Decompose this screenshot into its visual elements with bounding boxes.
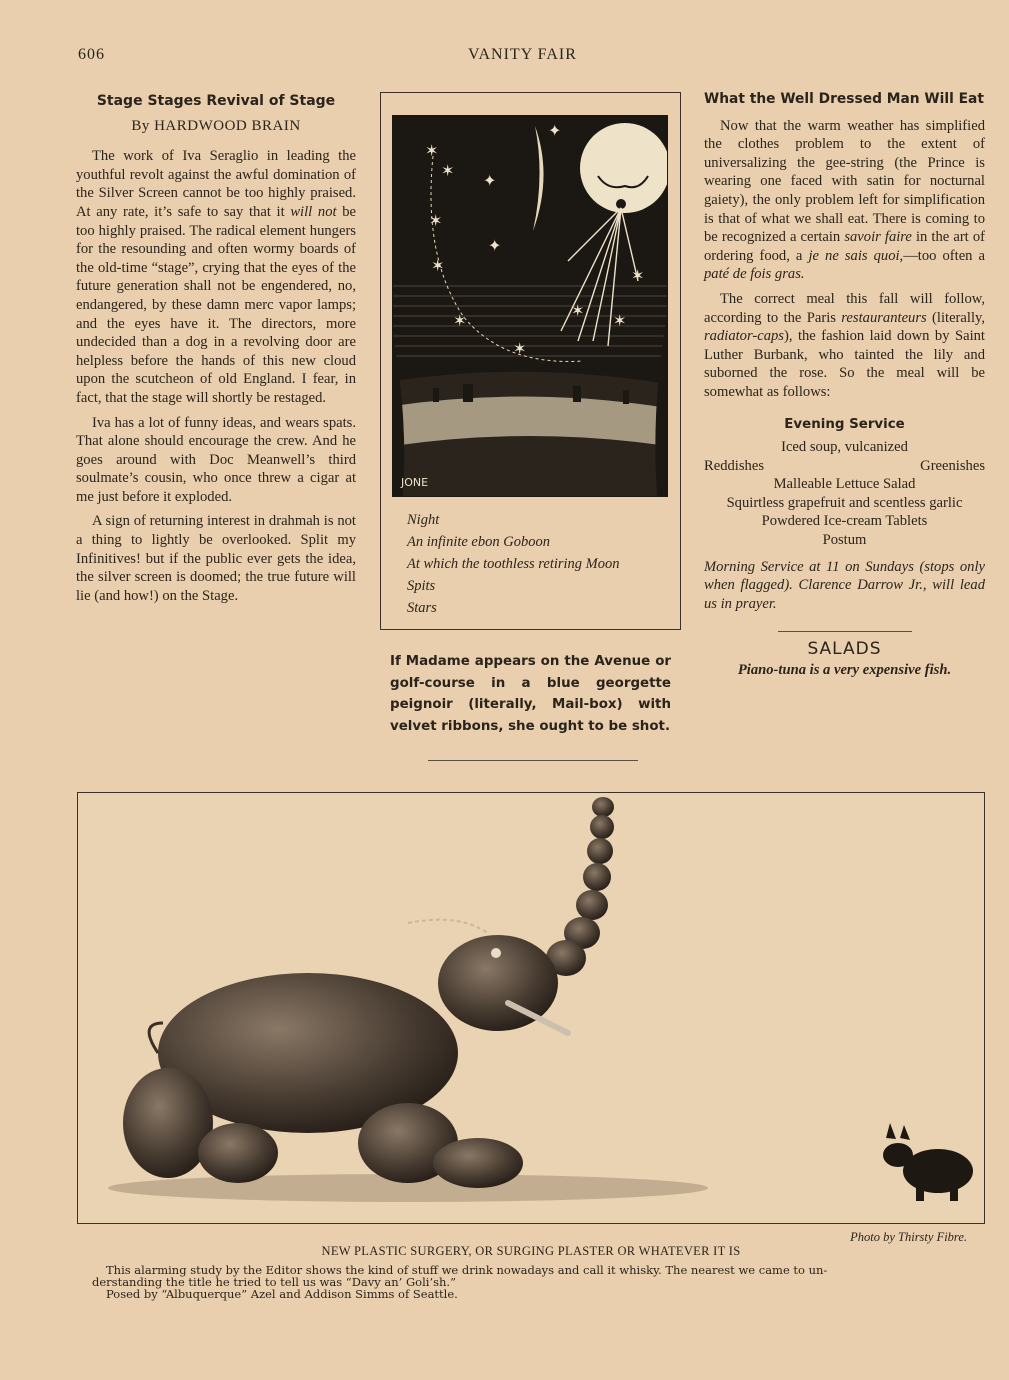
svg-text:✦: ✦ xyxy=(548,121,562,140)
menu-item: Malleable Lettuce Salad xyxy=(773,476,916,493)
photo-caption-title: NEW PLASTIC SURGERY, OR SURGING PLASTER OR WHATEVER IT IS xyxy=(321,1244,741,1258)
paragraph-2: Iva has a lot of funny ideas, and wears spats. That alone should encourage the crew. And he goes around with Doc Meanwell’s third soulmate’s cousin, who once threw a cigar at me just before it exploded. xyxy=(76,414,356,505)
section-divider xyxy=(778,631,912,632)
madame-note: If Madame appears on the Avenue or golf-course in a blue georgette peignoir (literally, Mail-box) with velvet ribbons, she ought to be shot. xyxy=(390,654,671,734)
menu-item: Iced soup, vulcanized xyxy=(781,439,908,456)
poem-frame xyxy=(380,92,681,630)
svg-text:✶: ✶ xyxy=(431,256,445,275)
menu xyxy=(704,438,985,550)
donkey-figure xyxy=(883,1123,973,1201)
byline: By HARDWOOD BRAIN xyxy=(131,117,301,134)
page-number: 606 xyxy=(78,46,105,63)
svg-text:✦: ✦ xyxy=(483,171,497,190)
svg-text:✶: ✶ xyxy=(631,266,645,285)
night-illustration xyxy=(392,115,668,497)
svg-text:✶: ✶ xyxy=(613,311,627,330)
left-column xyxy=(76,92,356,611)
poem-line-4: Spits xyxy=(407,578,436,594)
photo-frame xyxy=(77,792,985,1224)
morning-service-note: Morning Service at 11 on Sundays (stops only when flagged). Clarence Darrow Jr., will lead us in prayer. xyxy=(704,558,985,612)
poem-line-2: An infinite ebon Goboon xyxy=(407,534,550,550)
svg-text:✶: ✶ xyxy=(453,311,467,330)
svg-text:✶: ✶ xyxy=(513,339,527,358)
menu-item: Squirtless grapefruit and scentless garlic xyxy=(726,494,963,511)
running-title: VANITY FAIR xyxy=(468,46,577,63)
artist-signature: JONE xyxy=(401,476,429,489)
svg-text:✦: ✦ xyxy=(488,236,502,255)
svg-text:✶: ✶ xyxy=(571,301,585,320)
column-divider xyxy=(428,760,638,761)
paragraph-2: The correct meal this fall will follow, according to the Paris restauranteurs (literally, radiator-caps), the fashion laid down by Saint Luther Burbank, who tainted the lily and suborned the rose. So the meal will be somewhat as follows: xyxy=(704,290,985,400)
moon-spitting-stars-drawing xyxy=(393,116,667,496)
poem-line-1: Night xyxy=(407,512,440,528)
elephant-and-donkey-photo xyxy=(78,793,984,1223)
article-title: What the Well Dressed Man Will Eat xyxy=(704,91,984,107)
poem-line-3: At which the toothless retiring Moon xyxy=(407,556,620,572)
right-column xyxy=(704,90,985,680)
poem-line-5: Stars xyxy=(407,600,437,616)
poem xyxy=(407,509,672,619)
paragraph-3: A sign of returning interest in drahmah is not a thing to lightly be overlooked. Split my Infinitives! but if the public ever gets the idea, the silver screen is doomed; the true future will lie (and how!) on the Stage. xyxy=(76,513,356,604)
menu-item: Reddishes Greenishes xyxy=(704,457,985,474)
svg-text:✶: ✶ xyxy=(425,141,439,160)
photo-credit: Photo by Thirsty Fibre. xyxy=(850,1230,967,1244)
menu-item: Postum xyxy=(822,532,867,549)
salads-heading: SALADS xyxy=(807,639,882,660)
svg-text:✶: ✶ xyxy=(429,211,443,230)
paragraph-1: Now that the warm weather has simplified the clothes problem to the extent of universalizing the gee-string (the Prince is wearing one faced with satin for nocturnal gaiety), the only problem left for simplification is that of what we shall eat. There is coming to be recognized a certain savoir faire in the art of ordering food, a je ne sais quoi,—too often a paté de fois gras. xyxy=(704,117,985,283)
menu-title: Evening Service xyxy=(784,416,905,432)
elephant-figure xyxy=(123,797,614,1188)
svg-text:✶: ✶ xyxy=(441,161,455,180)
photo-caption: This alarming study by the Editor shows the kind of stuff we drink nowadays and call it whisky. The nearest we came to un- derstanding the title he tried to tell us was “Davy an’ Goli’sh.” Posed by “Albuquerque” Azel and Addison Simms of Seattle. xyxy=(92,1263,828,1301)
paragraph-1: The work of Iva Seraglio in leading the youthful revolt against the awful domination of the Silver Screen cannot be too highly praised. At any rate, it’s safe to say that it will not be too highly praised. The radical element hungers for the resounding and often wormy boards of the old-time “stage”, crying that the eyes of the future generation shall not be engendered, no, endangered, by these damn merc vapor lamps; and the eyes have it. The directors, more undecided than a dog in a revolving door are helpless before the hands of this new cloud upon the scutcheon of old England. I fear, in fact, that the stage will shortly be restaged. xyxy=(76,148,356,406)
salads-text: Piano-tuna is a very expensive fish. xyxy=(737,662,952,679)
menu-item: Powdered Ice-cream Tablets xyxy=(761,513,928,530)
article-title: Stage Stages Revival of Stage xyxy=(96,93,336,109)
